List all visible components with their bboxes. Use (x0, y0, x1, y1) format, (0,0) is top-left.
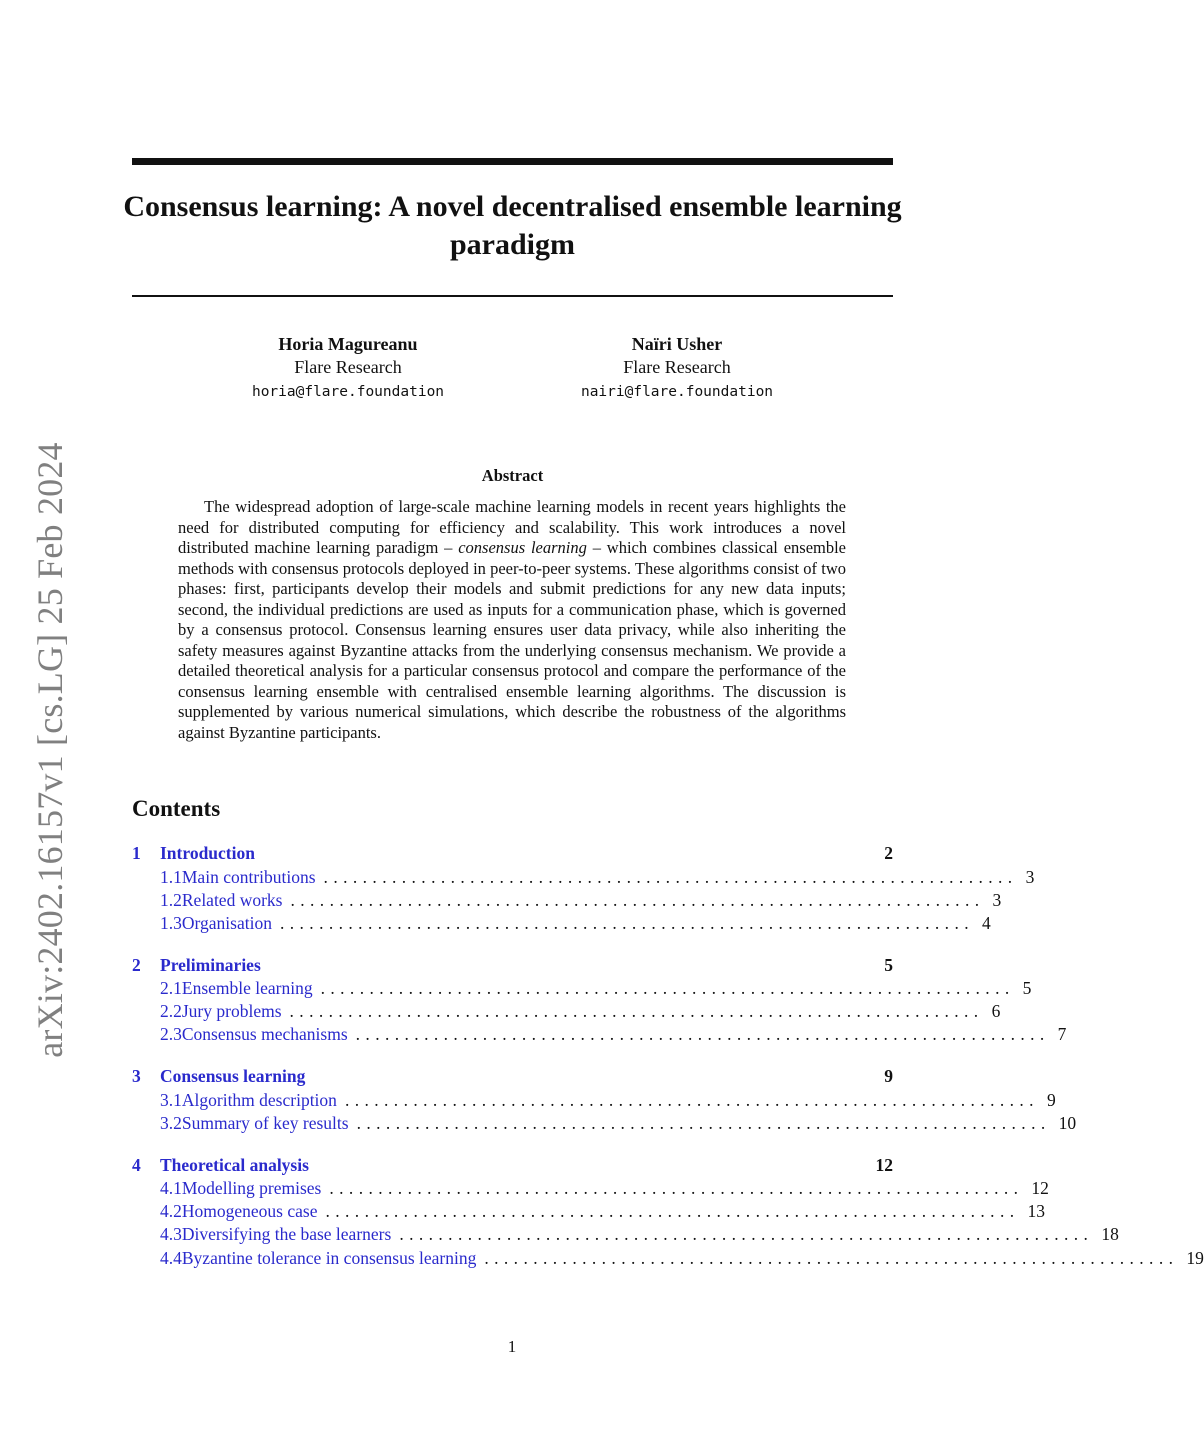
author-email[interactable]: horia@flare.foundation (251, 384, 445, 400)
toc-leader-dots: ....................................................................... (484, 1247, 1179, 1268)
table-of-contents (132, 843, 1204, 1271)
toc-subsection-diversifying-base-learners[interactable] (132, 1224, 1119, 1247)
abstract-heading: Abstract (481, 466, 544, 485)
toc-page-number: 3 (1025, 866, 1035, 887)
toc-subsection-number: 1.3 (160, 912, 182, 933)
toc-page-number: 12 (875, 1154, 893, 1175)
toc-section-label: Introduction (160, 843, 255, 863)
arxiv-identifier-stamp: arXiv:2402.16157v1 [cs.LG] 25 Feb 2024 (30, 442, 70, 1058)
toc-section-number: 3 (132, 1066, 141, 1087)
toc-subsection-label: Ensemble learning (181, 978, 313, 999)
toc-subsection-label: Main contributions (181, 866, 316, 887)
toc-leader-dots: ....................................................................... (325, 1201, 1020, 1222)
toc-page-number: 19 (1186, 1247, 1204, 1268)
toc-subsection-jury-problems[interactable] (132, 1001, 1001, 1024)
toc-subsection-label: Diversifying the base learners (181, 1224, 392, 1245)
toc-leader-dots: ....................................................................... (399, 1224, 1094, 1245)
abstract-text (178, 497, 846, 743)
toc-spacer (132, 1136, 893, 1155)
toc-section-label: Theoretical analysis (160, 1154, 309, 1175)
author-block (198, 333, 498, 405)
toc-section-number: 4 (132, 1154, 141, 1175)
author-block (527, 333, 827, 405)
toc-subsection-label: Consensus mechanisms (181, 1024, 348, 1045)
toc-subsection-number: 4.2 (160, 1201, 182, 1222)
toc-section-theoretical-analysis[interactable] (132, 1155, 893, 1179)
toc-page-number: 7 (1057, 1024, 1067, 1045)
toc-subsection-label: Organisation (181, 912, 272, 933)
toc-leader-dots: ....................................................................... (344, 1089, 1039, 1110)
author-email[interactable]: nairi@flare.foundation (580, 384, 774, 400)
contents-heading: Contents (132, 796, 221, 821)
toc-page-number: 3 (992, 889, 1002, 910)
toc-page-number: 13 (1027, 1201, 1045, 1222)
toc-subsection-number: 4.1 (160, 1178, 182, 1198)
toc-page-number: 5 (1022, 978, 1032, 999)
toc-section-label: Consensus learning (160, 1066, 306, 1087)
toc-section-number: 1 (132, 843, 141, 863)
abstract-text-part: The widespread adoption of large-scale machine learning models in recent years highlights the need for distributed computing for efficiency and scalability. This work introduces a novel distributed machine learning paradigm – (178, 497, 846, 557)
toc-leader-dots: ....................................................................... (329, 1178, 1024, 1198)
paper-title: Consensus learning: A novel decentralised ensemble learning paradigm (123, 190, 902, 261)
toc-subsection-main-contributions[interactable] (132, 866, 1035, 890)
toc-subsection-label: Homogeneous case (181, 1201, 318, 1222)
toc-leader-dots: ....................................................................... (290, 889, 985, 910)
toc-subsection-label: Byzantine tolerance in consensus learning (181, 1247, 477, 1268)
toc-subsection-number: 3.1 (160, 1089, 182, 1110)
author-affiliation: Flare Research (623, 357, 731, 377)
title-top-rule (132, 158, 893, 165)
toc-leader-dots: ....................................................................... (355, 1024, 1050, 1045)
toc-subsection-label: Related works (181, 889, 283, 910)
toc-subsection-number: 2.1 (160, 978, 182, 999)
toc-page-number: 10 (1058, 1112, 1077, 1133)
toc-subsection-number: 2.2 (160, 1001, 182, 1022)
toc-subsection-number: 4.4 (160, 1247, 182, 1268)
toc-subsection-number: 2.3 (160, 1024, 182, 1045)
toc-subsection-label: Algorithm description (181, 1089, 337, 1110)
page-number: 1 (507, 1337, 517, 1356)
toc-page-number: 5 (884, 954, 893, 975)
toc-page-number: 2 (884, 843, 893, 863)
abstract-emphasis: consensus learning (458, 538, 587, 557)
toc-leader-dots: ....................................................................... (289, 1001, 984, 1022)
toc-subsection-organisation[interactable] (132, 912, 991, 936)
toc-subsection-label: Modelling premises (181, 1178, 322, 1198)
toc-section-introduction[interactable] (132, 843, 893, 867)
toc-leader-dots: ....................................................................... (356, 1112, 1051, 1133)
toc-page-number: 12 (1031, 1178, 1049, 1198)
toc-subsection-number: 4.3 (160, 1224, 182, 1245)
title-bottom-rule (132, 295, 893, 297)
toc-subsection-number: 3.2 (160, 1112, 182, 1133)
toc-subsection-related-works[interactable] (132, 889, 1002, 913)
toc-subsection-ensemble-learning[interactable] (132, 978, 1032, 1001)
toc-leader-dots: ....................................................................... (320, 978, 1015, 999)
toc-page-number: 9 (884, 1066, 893, 1087)
toc-section-number: 2 (132, 954, 141, 975)
toc-section-label: Preliminaries (160, 954, 261, 975)
toc-subsection-consensus-mechanisms[interactable] (132, 1024, 1067, 1047)
toc-subsection-summary-of-key-results[interactable] (132, 1112, 1077, 1136)
toc-subsection-number: 1.1 (160, 866, 182, 887)
toc-subsection-byzantine-tolerance[interactable] (132, 1247, 1204, 1271)
toc-subsection-modelling-premises[interactable] (132, 1178, 1049, 1201)
author-name: Horia Magureanu (278, 334, 418, 354)
toc-spacer (132, 1048, 893, 1067)
author-affiliation: Flare Research (294, 357, 402, 377)
toc-leader-dots: ....................................................................... (323, 866, 1018, 887)
toc-leader-dots: ....................................................................... (279, 912, 974, 933)
abstract-text-part: – which combines classical ensemble methods with consensus protocols deployed in peer-to-peer systems. These algorithms consist of two phases: first, participants develop their models and submit predictions for any new data inputs; second, the individual predictions are used as inputs for a communication phase, which is governed by a consensus protocol. Consensus learning ensures user data privacy, while also inheriting the safety measures against Byzantine attacks from the underlying consensus mechanism. We provide a detailed theoretical analysis for a particular consensus protocol and compare the performance of the consensus learning ensemble with centralised ensemble learning algorithms. The discussion is supplemented by various numerical simulations, which describe the robustness of the algorithms against Byzantine participants. (178, 538, 847, 742)
toc-section-consensus-learning[interactable] (132, 1066, 893, 1090)
toc-subsection-algorithm-description[interactable] (132, 1089, 1056, 1113)
toc-subsection-homogeneous-case[interactable] (132, 1201, 1045, 1224)
author-name: Naïri Usher (631, 334, 723, 354)
toc-page-number: 9 (1046, 1089, 1056, 1110)
toc-page-number: 6 (991, 1001, 1001, 1022)
toc-spacer (132, 936, 893, 955)
toc-page-number: 18 (1101, 1224, 1119, 1245)
toc-subsection-number: 1.2 (160, 889, 182, 910)
toc-subsection-label: Summary of key results (181, 1112, 349, 1133)
toc-section-preliminaries[interactable] (132, 955, 893, 979)
toc-page-number: 4 (982, 912, 991, 933)
toc-subsection-label: Jury problems (181, 1001, 282, 1022)
